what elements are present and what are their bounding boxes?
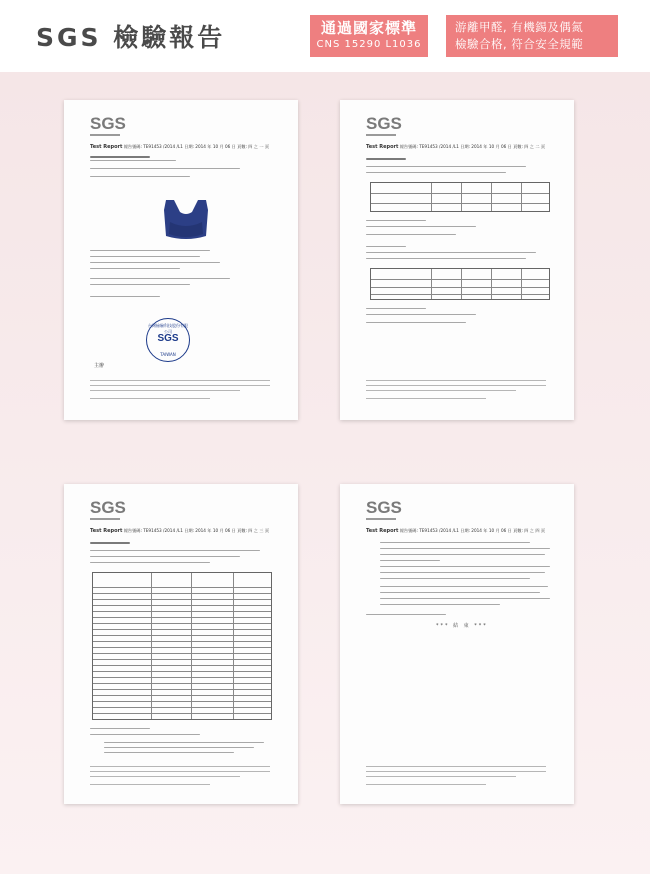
text-line [90,268,180,269]
footer-line [366,776,516,777]
stamp-country: TAIWAN [160,352,176,357]
text-line [90,256,200,257]
text-line [366,314,476,315]
report-label: Test Report [366,144,399,150]
text-line [366,252,536,253]
text-line [366,158,406,160]
sgs-logo: SGS [366,498,402,517]
sgs-logo: SGS [90,498,126,517]
standard-badge [310,15,428,57]
pass-badge [446,15,618,57]
results-table [92,572,272,720]
pass-badge-line2: 檢驗合格, 符合安全規範 [455,37,584,51]
footer-line [90,776,240,777]
report-page-1 [64,100,298,420]
text-line [380,542,530,543]
page-header [0,0,650,72]
standard-badge-title: 通過國家標準 [320,19,417,37]
text-line [380,586,548,587]
footer-line [366,771,546,772]
text-line [366,614,446,615]
text-line [366,220,426,221]
text-line [380,560,440,561]
sgs-logo: SGS [90,114,126,133]
footer-line [90,380,270,381]
end-of-report-mark: *** 結 束 *** [436,623,488,629]
footer-line [366,784,486,785]
report-page-3 [64,484,298,804]
footer-line [90,784,210,785]
footer-line [90,390,240,391]
text-line [380,598,550,599]
text-line [90,556,240,557]
text-line [380,592,540,593]
footer-line [90,766,270,767]
text-line [380,578,530,579]
text-line [90,262,220,263]
page-title: SGS 檢驗報告 [36,23,226,52]
stamp-company: 台灣檢驗科技股份有限公司 [148,323,188,334]
footer-line [90,398,210,399]
text-line [366,258,526,259]
text-line [90,728,150,729]
stamp-logo: SGS [157,333,179,344]
text-line [90,156,150,158]
text-line [90,278,230,279]
standard-badge-code: CNS 15290 L1036 [316,39,422,50]
footer-line [90,771,270,772]
report-header [90,528,269,534]
report-header [366,528,545,534]
footer-line [366,398,486,399]
report-gallery [0,72,650,874]
logo-underline [90,134,120,136]
text-line [90,284,190,285]
text-line [90,176,190,177]
text-line [104,742,264,743]
text-line [366,308,426,309]
footer-line [366,766,546,767]
text-line [380,604,500,605]
sgs-logo: SGS [366,114,402,133]
logo-underline [366,518,396,520]
logo-underline [90,518,120,520]
text-line [90,168,240,169]
report-header [90,144,269,150]
footer-line [366,390,516,391]
results-table [370,182,550,212]
text-line [380,572,545,573]
text-line [366,172,506,173]
report-number: 報告號碼: TE91453 /2014 /L1 日期: 2014 年 10 月 06 日 頁數: 四 之 一 頁 [123,144,270,149]
text-line [90,296,160,297]
text-line [366,234,456,235]
text-line [90,160,176,161]
text-line [90,562,210,563]
garment-photo [156,196,216,244]
report-number: 報告號碼: TE91453 /2014 /L1 日期: 2014 年 10 月 06 日 頁數: 四 之 二 頁 [399,144,546,149]
report-number: 報告號碼: TE91453 /2014 /L1 日期: 2014 年 10 月 06 日 頁數: 四 之 三 頁 [123,528,270,533]
results-table [370,268,550,300]
footer-line [90,385,270,386]
text-line [380,554,545,555]
text-line [366,166,526,167]
footer-line [366,380,546,381]
text-line [90,734,200,735]
sgs-taiwan-stamp [146,318,190,362]
footer-line [366,385,546,386]
signature: 主辦 [94,363,105,369]
report-page-4 [340,484,574,804]
report-header [366,144,545,150]
text-line [90,542,130,544]
text-line [90,550,260,551]
report-label: Test Report [90,144,123,150]
logo-underline [366,134,396,136]
report-page-2 [340,100,574,420]
text-line [380,566,550,567]
pass-badge-line1: 游離甲醛, 有機錫及偶氮 [455,20,584,34]
text-line [380,548,550,549]
text-line [90,250,210,251]
text-line [366,246,406,247]
report-number: 報告號碼: TE91453 /2014 /L1 日期: 2014 年 10 月 06 日 頁數: 四 之 四 頁 [399,528,546,533]
text-line [104,752,234,753]
text-line [104,747,254,748]
text-line [366,226,476,227]
text-line [366,322,466,323]
report-label: Test Report [366,528,399,534]
report-label: Test Report [90,528,123,534]
